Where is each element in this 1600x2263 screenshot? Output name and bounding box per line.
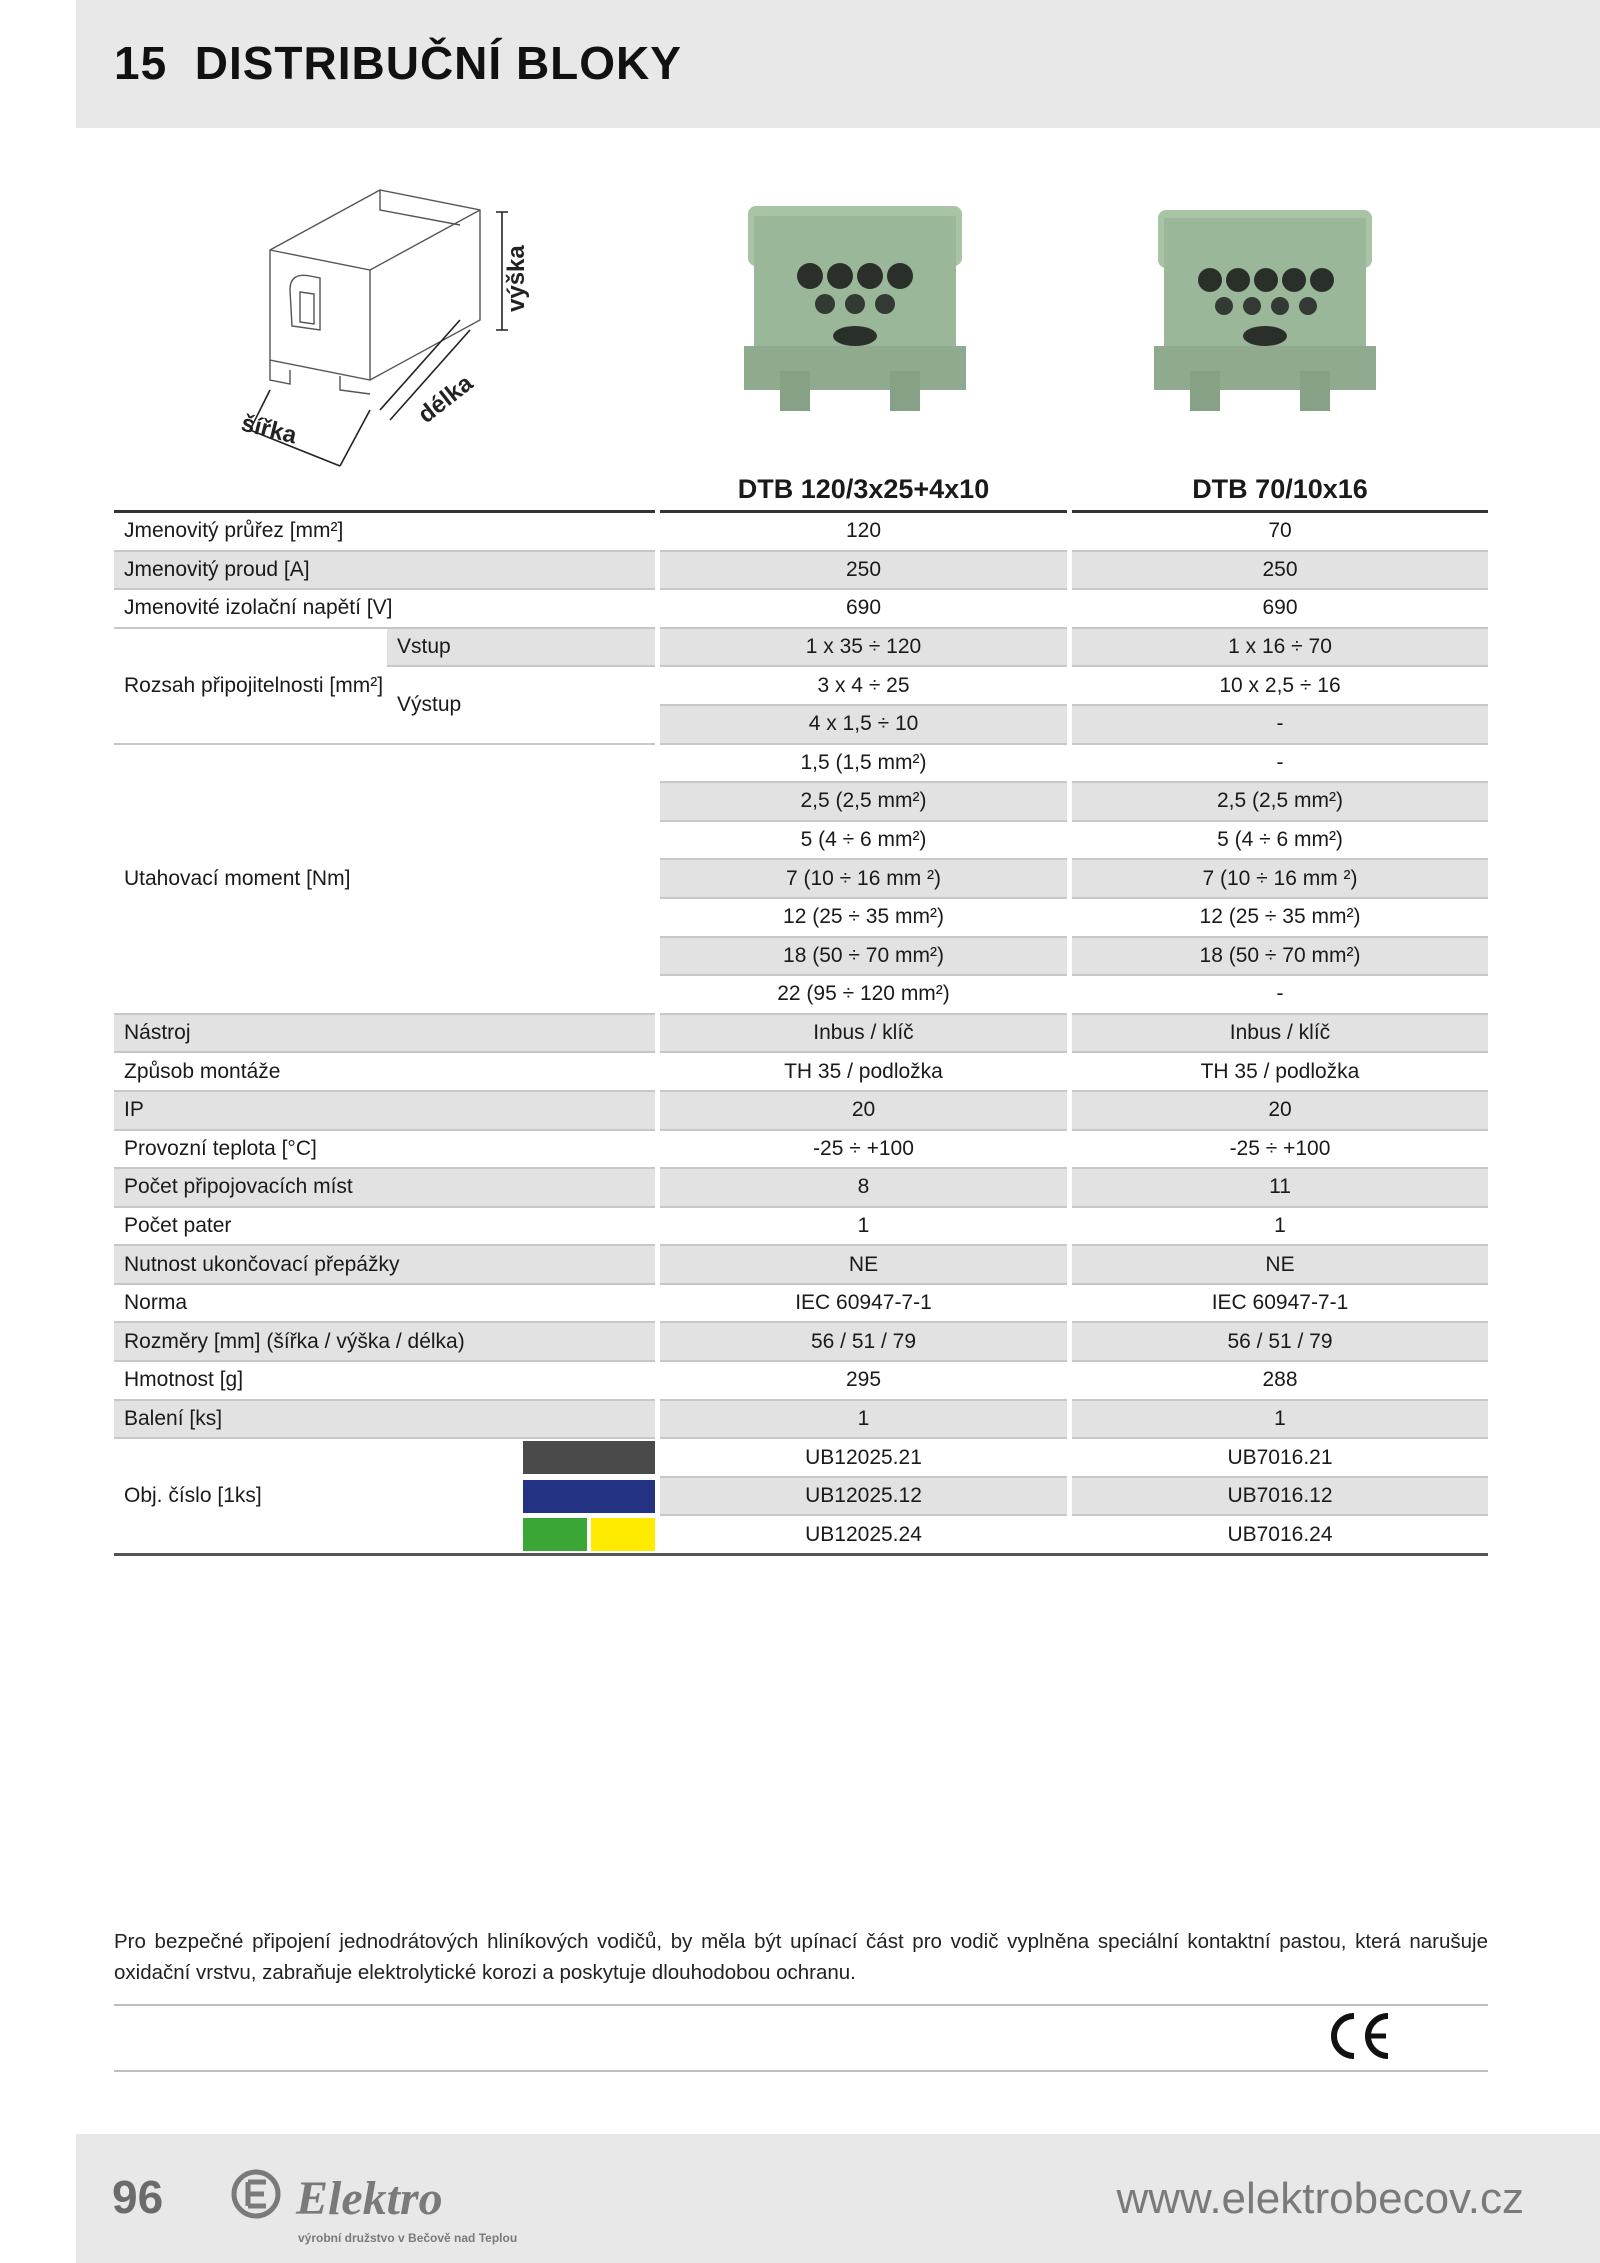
cell-value: NE [1072,1246,1488,1285]
table-row [114,1169,1488,1208]
row-label: Jmenovitý průřez [mm²] [114,513,655,552]
cell-value: 288 [1072,1362,1488,1401]
cell-value: 18 (50 ÷ 70 mm²) [660,938,1067,977]
row-label: Počet připojovacích míst [114,1169,655,1208]
header-band [76,0,1600,128]
swatch-blue [523,1480,655,1513]
cell-value: 690 [660,590,1067,629]
cell-value: IEC 60947-7-1 [1072,1285,1488,1324]
table-row [114,1092,1488,1131]
cell-value: UB12025.21 [660,1439,1067,1478]
cell-value: UB7016.12 [1072,1478,1488,1517]
specification-table [114,468,1488,1556]
cell-value: NE [660,1246,1067,1285]
page-title [114,36,682,90]
row-label: Jmenovitý proud [A] [114,552,655,591]
table-row [114,513,1488,552]
color-swatch-blue [523,1478,655,1517]
cell-value: 10 x 2,5 ÷ 16 [1072,667,1488,706]
row-label: Nutnost ukončovací přepážky [114,1246,655,1285]
elektro-logo [226,2154,546,2254]
swatch-green [523,1518,587,1551]
chapter-title: DISTRIBUČNÍ BLOKY [194,37,682,89]
table-row [114,1246,1488,1285]
logo-subtitle: výrobní družstvo v Bečově nad Teplou [298,2231,518,2245]
length-label: délka [413,369,479,429]
cell-value: 11 [1072,1169,1488,1208]
row-label: Jmenovité izolační napětí [V] [114,590,655,629]
cell-value: 1 x 35 ÷ 120 [660,629,1067,668]
table-row [114,1439,1488,1478]
cell-value: - [1072,976,1488,1015]
cell-value: 18 (50 ÷ 70 mm²) [1072,938,1488,977]
cell-value: 1 [660,1401,1067,1440]
cell-value: 3 x 4 ÷ 25 [660,667,1067,706]
cell-value: UB7016.24 [1072,1516,1488,1556]
cell-value: 5 (4 ÷ 6 mm²) [660,822,1067,861]
cell-value: -25 ÷ +100 [660,1131,1067,1170]
cell-value: 1,5 (1,5 mm²) [660,745,1067,784]
cell-value: 12 (25 ÷ 35 mm²) [1072,899,1488,938]
product-heading-1: DTB 120/3x25+4x10 [660,468,1067,513]
cell-value: UB12025.12 [660,1478,1067,1517]
table-row [114,1285,1488,1324]
cell-value: 250 [660,552,1067,591]
cell-value: 1 [660,1208,1067,1247]
cell-value: UB12025.24 [660,1516,1067,1556]
sub-label: Výstup [387,667,655,744]
product-photo-dtb70 [1150,196,1380,426]
table-row [114,1015,1488,1054]
cell-value: - [1072,706,1488,745]
cell-value: TH 35 / podložka [660,1053,1067,1092]
footer-band [76,2134,1600,2263]
cell-value: 8 [660,1169,1067,1208]
divider [114,2004,1488,2006]
swatch-grey [523,1441,655,1474]
row-label: Utahovací moment [Nm] [114,745,655,1015]
page-number: 96 [112,2171,164,2223]
cell-value: Inbus / klíč [660,1015,1067,1054]
cell-value: 690 [1072,590,1488,629]
row-label: Provozní teplota [°C] [114,1131,655,1170]
row-label: Balení [ks] [114,1401,655,1440]
row-label: Rozsah připojitelnosti [mm²] [114,629,387,745]
cell-value: 120 [660,513,1067,552]
cell-value: 1 [1072,1208,1488,1247]
logo-text: Elektro [296,2172,443,2225]
row-label: Počet pater [114,1208,655,1247]
cell-value: 7 (10 ÷ 16 mm ²) [660,860,1067,899]
cell-value: 4 x 1,5 ÷ 10 [660,706,1067,745]
row-label: Norma [114,1285,655,1324]
cell-value: 2,5 (2,5 mm²) [660,783,1067,822]
cell-value: UB7016.21 [1072,1439,1488,1478]
color-swatch-grey [523,1439,655,1478]
table-row [114,552,1488,591]
cell-value: 20 [660,1092,1067,1131]
table-row [114,590,1488,629]
row-label: IP [114,1092,655,1131]
cell-value: Inbus / klíč [1072,1015,1488,1054]
product-photo-dtb120 [740,196,970,426]
height-label: výška [503,245,530,312]
cell-value: 70 [1072,513,1488,552]
cell-value: 20 [1072,1092,1488,1131]
cell-value: 5 (4 ÷ 6 mm²) [1072,822,1488,861]
cell-value: 2,5 (2,5 mm²) [1072,783,1488,822]
cell-value: IEC 60947-7-1 [660,1285,1067,1324]
cell-value: 7 (10 ÷ 16 mm ²) [1072,860,1488,899]
dimension-drawing [230,180,570,480]
cell-value: TH 35 / podložka [1072,1053,1488,1092]
ce-mark-icon [1326,2010,1396,2062]
cell-value: 22 (95 ÷ 120 mm²) [660,976,1067,1015]
cell-value: 56 / 51 / 79 [660,1323,1067,1362]
row-label: Nástroj [114,1015,655,1054]
website-url[interactable]: www.elektrobecov.cz [1116,2174,1524,2223]
table-row [114,745,1488,784]
table-row [114,1131,1488,1170]
sub-label: Vstup [387,629,655,668]
table-row [114,629,1488,668]
divider [114,2070,1488,2072]
cell-value: 250 [1072,552,1488,591]
cell-value: 56 / 51 / 79 [1072,1323,1488,1362]
footnote: Pro bezpečné připojení jednodrátových hliníkových vodičů, by měla být upínací část pro vodič vyplněna speciální kontaktní pastou, která narušuje oxidační vrstvu, zabraňuje elektrolytické korozi a poskytuje dlouhodobou ochranu. [114,1930,1488,1984]
table-row [114,1323,1488,1362]
row-label: Obj. číslo [1ks] [114,1439,523,1556]
product-heading-2: DTB 70/10x16 [1072,468,1488,513]
row-label: Způsob montáže [114,1053,655,1092]
row-label: Rozměry [mm] (šířka / výška / délka) [114,1323,655,1362]
cell-value: -25 ÷ +100 [1072,1131,1488,1170]
color-swatch-green-yellow [523,1516,655,1556]
width-label: šířka [238,409,300,450]
table-row [114,1362,1488,1401]
table-row [114,1208,1488,1247]
cell-value: 295 [660,1362,1067,1401]
cell-value: 1 [1072,1401,1488,1440]
cell-value: - [1072,745,1488,784]
chapter-number: 15 [114,37,168,89]
table-header-row [114,468,1488,513]
swatch-yellow [591,1518,655,1551]
cell-value: 12 (25 ÷ 35 mm²) [660,899,1067,938]
row-label: Hmotnost [g] [114,1362,655,1401]
cell-value: 1 x 16 ÷ 70 [1072,629,1488,668]
table-row [114,1401,1488,1440]
table-row [114,1053,1488,1092]
